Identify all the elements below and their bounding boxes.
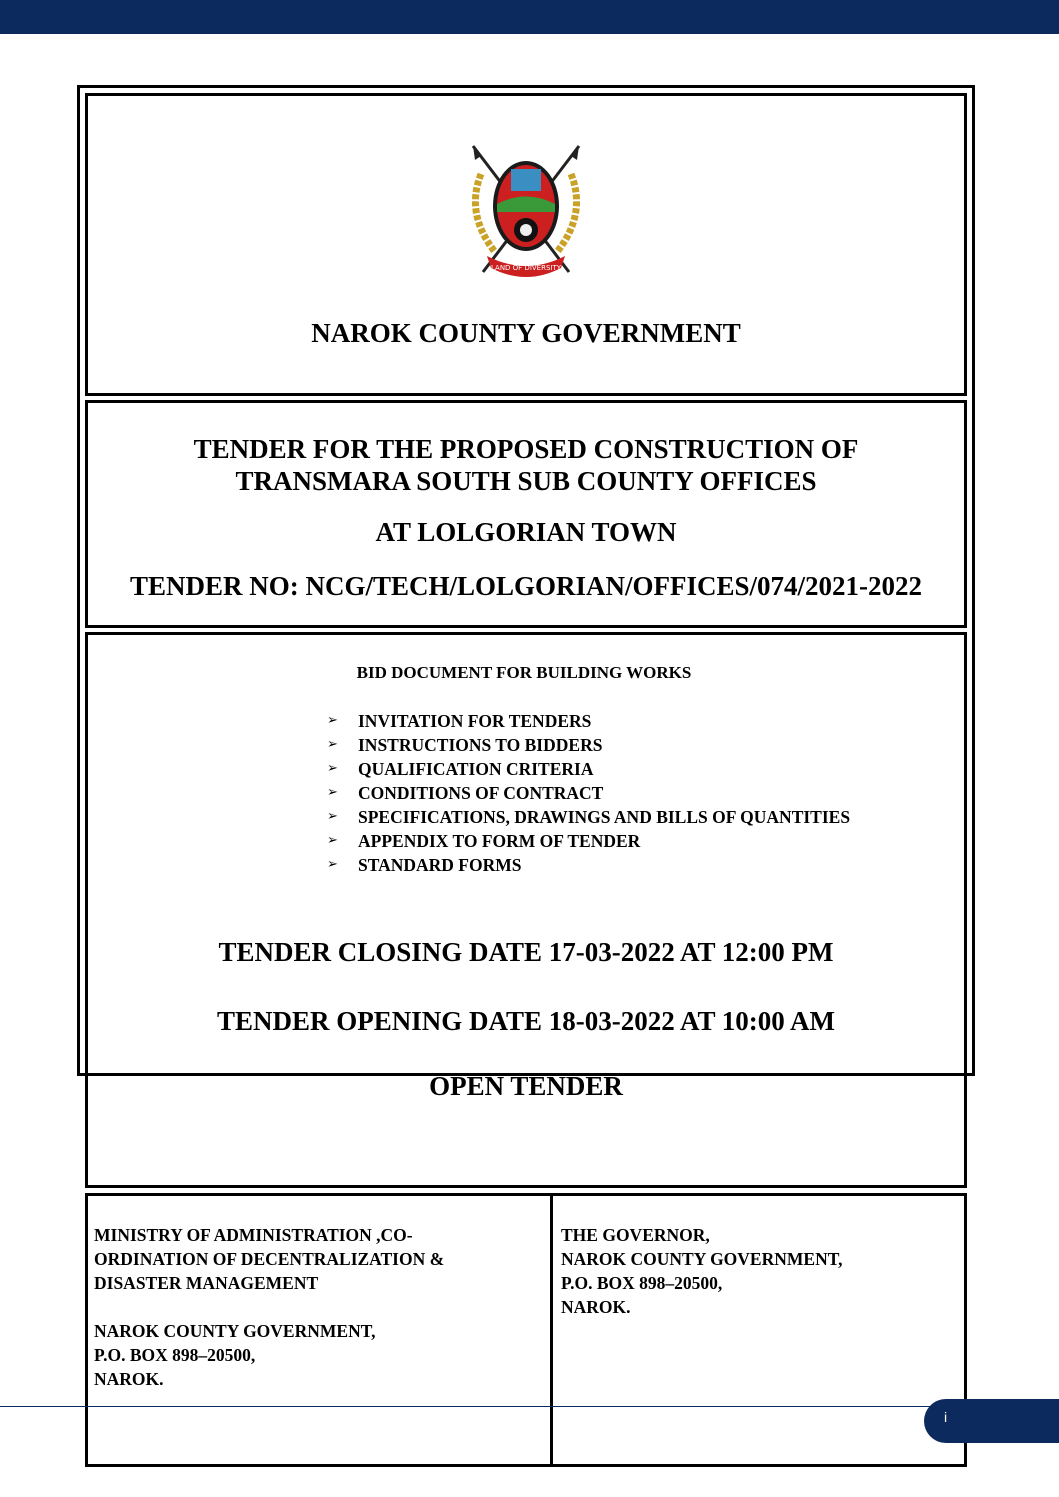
arrow-bullet-icon: ➢ (327, 785, 338, 800)
header-bar (0, 0, 1059, 34)
bid-heading: BID DOCUMENT FOR BUILDING WORKS (356, 663, 692, 682)
arrow-bullet-icon: ➢ (327, 713, 338, 728)
list-item: ➢ INVITATION FOR TENDERS (327, 711, 592, 731)
title-panel (85, 93, 967, 396)
cover-frame (77, 85, 975, 1389)
arrow-bullet-icon: ➢ (327, 857, 338, 872)
arrow-bullet-icon: ➢ (327, 737, 338, 752)
tender-title-line2: TRANSMARA SOUTH SUB COUNTY OFFICES (235, 466, 817, 496)
tender-type: OPEN TENDER (429, 1071, 623, 1101)
list-item: ➢ APPENDIX TO FORM OF TENDER (327, 831, 641, 851)
list-item: ➢ SPECIFICATIONS, DRAWINGS AND BILLS OF QUANTITIES (327, 807, 851, 827)
arrow-bullet-icon: ➢ (327, 809, 338, 824)
arrow-bullet-icon: ➢ (327, 761, 338, 776)
footer-rule (0, 1406, 1059, 1407)
tender-title-line1: TENDER FOR THE PROPOSED CONSTRUCTION OF (193, 434, 859, 464)
list-item: ➢ STANDARD FORMS (327, 855, 522, 875)
tender-title (88, 433, 964, 497)
list-item: ➢ QUALIFICATION CRITERIA (327, 759, 594, 779)
governor-address: THE GOVERNOR, NAROK COUNTY GOVERNMENT, P.O. BOX 898–20500, NAROK. (561, 1225, 843, 1317)
ministry-address: MINISTRY OF ADMINISTRATION ,CO- ORDINATION OF DECENTRALIZATION & DISASTER MANAGEMENT NAROK COUNTY GOVERNMENT, P.O. BOX 898–20500, NAROK. (94, 1225, 445, 1389)
tender-location: AT LOLGORIAN TOWN (375, 517, 677, 547)
bid-document-panel (85, 632, 967, 1188)
organization-name: NAROK COUNTY GOVERNMENT (311, 318, 741, 348)
opening-date: TENDER OPENING DATE 18-03-2022 AT 10:00 AM (216, 1006, 836, 1036)
emblem-motto: LAND OF DIVERSITY (490, 264, 562, 272)
county-emblem-icon (451, 134, 601, 284)
tender-number: TENDER NO: NCG/TECH/LOLGORIAN/OFFICES/074/2021-2022 (129, 571, 923, 601)
arrow-bullet-icon: ➢ (327, 833, 338, 848)
list-item: ➢ INSTRUCTIONS TO BIDDERS (327, 735, 603, 755)
list-item: ➢ CONDITIONS OF CONTRACT (327, 783, 604, 803)
contents-list (327, 709, 850, 877)
tender-title-panel (85, 400, 967, 628)
page-number: i (944, 1409, 948, 1425)
address-panel (85, 1193, 967, 1467)
closing-date: TENDER CLOSING DATE 17-03-2022 AT 12:00 PM (218, 937, 834, 967)
